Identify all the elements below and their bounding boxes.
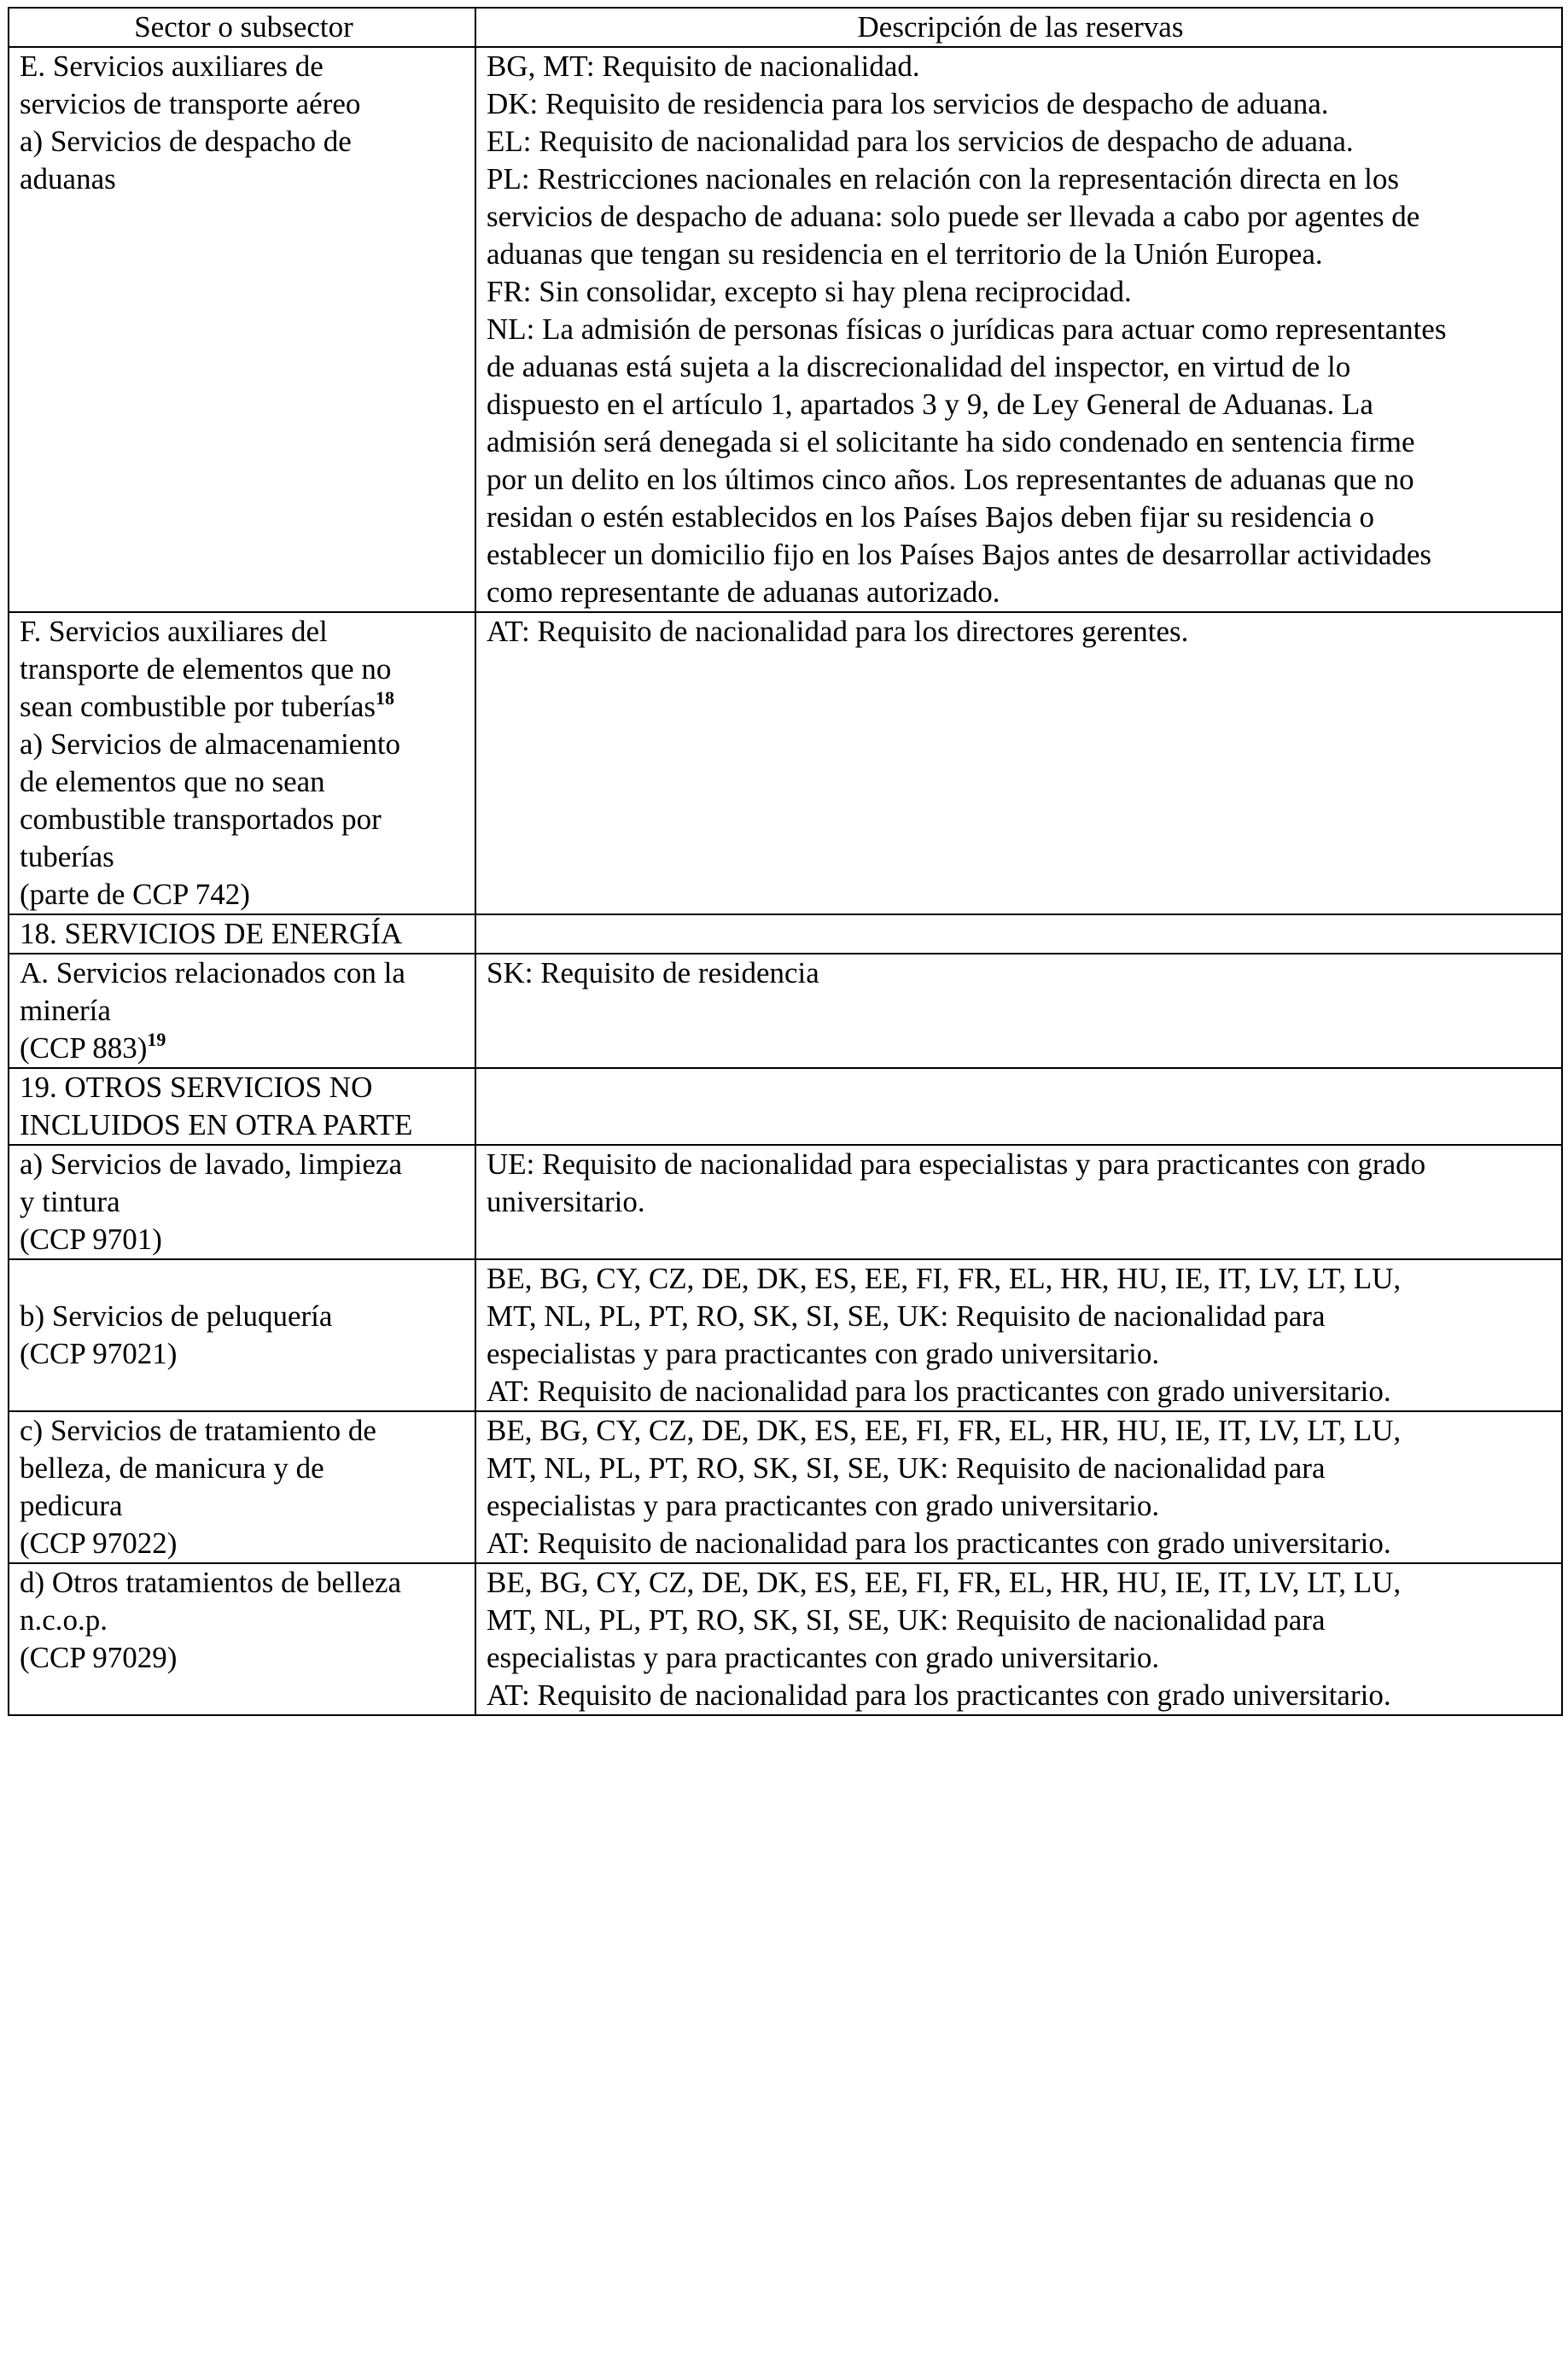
table-row [9,47,1562,612]
description-line: como representante de aduanas autorizado. [487,575,1000,609]
sector-line: pedicura [20,1489,123,1522]
description-line: especialistas y para practicantes con grado universitario. [487,1337,1160,1370]
description-line: AT: Requisito de nacionalidad para los practicantes con grado universitario. [487,1678,1391,1712]
sector-line: minería [20,994,111,1027]
table-row [9,1068,1562,1145]
description-line: dispuesto en el artículo 1, apartados 3 y 9, de Ley General de Aduanas. La [487,388,1373,421]
sector-cell [9,914,475,954]
description-line: servicios de despacho de aduana: solo puede ser llevada a cabo por agentes de [487,200,1420,233]
description-line: universitario. [487,1185,645,1218]
sector-line [20,688,468,726]
sector-cell [9,47,475,612]
description-line: establecer un domicilio fijo en los Países Bajos antes de desarrollar actividades [487,538,1432,571]
description-line: BE, BG, CY, CZ, DE, DK, ES, EE, FI, FR, EL, HR, HU, IE, IT, LV, LT, LU, [487,1414,1402,1447]
description-line: BE, BG, CY, CZ, DE, DK, ES, EE, FI, FR, EL, HR, HU, IE, IT, LV, LT, LU, [487,1566,1402,1599]
description-line: SK: Requisito de residencia [487,956,819,989]
header-sector: Sector o subsector [9,8,475,47]
sector-line: A. Servicios relacionados con la [20,956,405,989]
sector-line: d) Otros tratamientos de belleza [20,1566,402,1599]
sector-line: combustible transportados por [20,803,382,836]
description-cell [475,914,1562,954]
sector-line: y tintura [20,1185,120,1218]
description-line: BE, BG, CY, CZ, DE, DK, ES, EE, FI, FR, EL, HR, HU, IE, IT, LV, LT, LU, [487,1262,1402,1295]
sector-cell [9,1068,475,1145]
description-cell [475,1068,1562,1145]
description-line: MT, NL, PL, PT, RO, SK, SI, SE, UK: Requisito de nacionalidad para [487,1603,1326,1637]
description-line: MT, NL, PL, PT, RO, SK, SI, SE, UK: Requisito de nacionalidad para [487,1451,1326,1485]
description-cell [475,1259,1562,1411]
sector-line: tuberías [20,840,114,873]
sector-line: servicios de transporte aéreo [20,87,361,120]
description-cell [475,612,1562,914]
description-line: especialistas y para practicantes con grado universitario. [487,1489,1160,1522]
section-heading: 18. SERVICIOS DE ENERGÍA [20,917,403,950]
table-row [9,1563,1562,1715]
sector-line: n.c.o.p. [20,1603,108,1637]
sector-line: transporte de elementos que no [20,652,392,686]
table-row [9,612,1562,914]
sector-line: aduanas [20,162,116,196]
description-line: aduanas que tengan su residencia en el territorio de la Unión Europea. [487,237,1323,271]
header-row [9,8,1562,47]
sector-cell [9,1563,475,1715]
description-line: FR: Sin consolidar, excepto si hay plena reciprocidad. [487,275,1132,308]
sector-line: (CCP 97022) [20,1526,178,1560]
description-line: de aduanas está sujeta a la discrecionalidad del inspector, en virtud de lo [487,350,1351,383]
description-cell [475,1563,1562,1715]
sector-cell [9,1145,475,1259]
sector-line: c) Servicios de tratamiento de [20,1414,376,1447]
description-line: UE: Requisito de nacionalidad para especialistas y para practicantes con grado [487,1147,1426,1181]
sector-line: a) Servicios de almacenamiento [20,727,401,761]
description-line: MT, NL, PL, PT, RO, SK, SI, SE, UK: Requisito de nacionalidad para [487,1299,1326,1333]
sector-line: F. Servicios auxiliares del [20,615,328,648]
sector-cell [9,1259,475,1411]
sector-line [20,1030,468,1067]
sector-cell [9,612,475,914]
sector-line: (CCP 97021) [20,1337,178,1370]
description-line: AT: Requisito de nacionalidad para los practicantes con grado universitario. [487,1526,1391,1560]
sector-line: (CCP 97029) [20,1641,178,1674]
footnote-ref: 18 [375,687,394,709]
description-line: AT: Requisito de nacionalidad para los directores gerentes. [487,615,1189,648]
description-line: EL: Requisito de nacionalidad para los servicios de despacho de aduana. [487,125,1354,158]
header-description: Descripción de las reservas [475,8,1562,47]
table-row [9,1259,1562,1411]
description-cell [475,1411,1562,1563]
sector-line: a) Servicios de lavado, limpieza [20,1147,403,1181]
description-line: por un delito en los últimos cinco años. Los representantes de aduanas que no [487,463,1414,496]
sector-cell [9,954,475,1068]
table-row [9,1145,1562,1259]
sector-line: (CCP 9701) [20,1223,162,1256]
description-cell [475,954,1562,1068]
table-row [9,1411,1562,1563]
description-line: PL: Restricciones nacionales en relación con la representación directa en los [487,162,1400,196]
sector-line: a) Servicios de despacho de [20,125,352,158]
sector-line-text: sean combustible por tuberías [20,690,376,723]
description-line: AT: Requisito de nacionalidad para los practicantes con grado universitario. [487,1375,1391,1408]
sector-line: de elementos que no sean [20,765,325,798]
sector-line-text: (CCP 883) [20,1031,148,1065]
sector-line: (parte de CCP 742) [20,878,250,911]
sector-cell [9,1411,475,1563]
description-cell [475,47,1562,612]
description-cell [475,1145,1562,1259]
description-line: NL: La admisión de personas físicas o jurídicas para actuar como representantes [487,312,1447,346]
table-row [9,954,1562,1068]
footnote-ref: 19 [147,1029,166,1050]
reservations-table [8,7,1563,1716]
section-heading: 19. OTROS SERVICIOS NO [20,1071,373,1104]
table-row [9,914,1562,954]
description-line: admisión será denegada si el solicitante ha sido condenado en sentencia firme [487,425,1415,458]
description-line: especialistas y para practicantes con grado universitario. [487,1641,1160,1674]
sector-line: E. Servicios auxiliares de [20,50,324,83]
description-line: BG, MT: Requisito de nacionalidad. [487,50,920,83]
sector-line: belleza, de manicura y de [20,1451,324,1485]
section-heading: INCLUIDOS EN OTRA PARTE [20,1108,413,1141]
sector-line: b) Servicios de peluquería [20,1299,333,1333]
description-line: DK: Requisito de residencia para los servicios de despacho de aduana. [487,87,1329,120]
description-line: residan o estén establecidos en los Países Bajos deben fijar su residencia o [487,500,1374,534]
sector-line [20,1260,468,1298]
